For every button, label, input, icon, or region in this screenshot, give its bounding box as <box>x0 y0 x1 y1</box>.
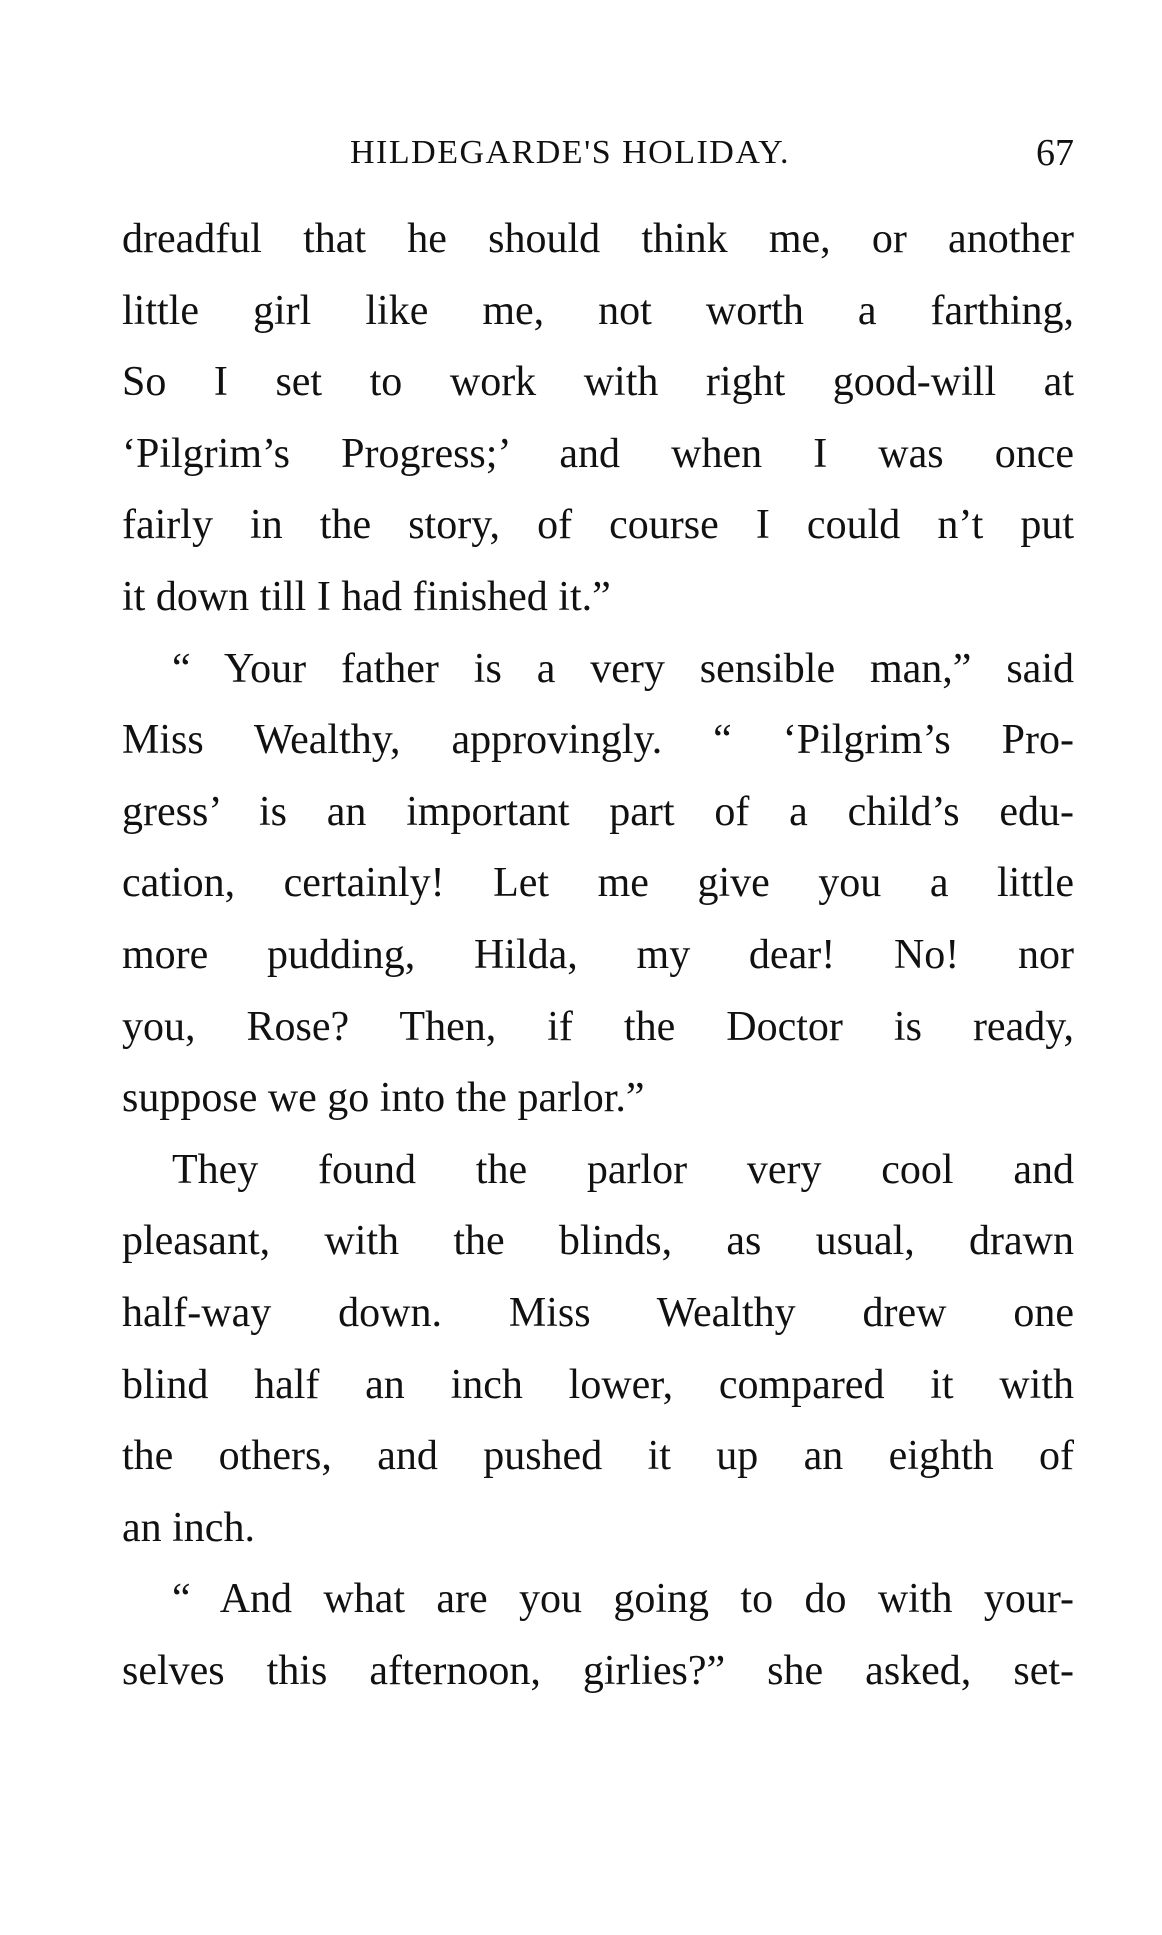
text-line: it down till I had finished it.” <box>122 573 611 620</box>
text-line: “ And what are you going to do with your- <box>172 1576 1074 1623</box>
paragraph <box>122 1135 1074 1565</box>
text-line: fairly in the story, of course I could n’t put <box>122 502 1074 549</box>
text-line: you, Rose? Then, if the Doctor is ready, <box>122 1003 1074 1050</box>
text-line: So I set to work with right good-will at <box>122 359 1074 406</box>
text-line: Miss Wealthy, approvingly. “ ‘Pilgrim’s Pro- <box>122 717 1074 764</box>
text-line: gress’ is an important part of a child’s edu- <box>122 788 1074 835</box>
text-line: ‘Pilgrim’s Progress;’ and when I was once <box>122 430 1074 477</box>
text-line: pleasant, with the blinds, as usual, drawn <box>122 1218 1074 1265</box>
text-line: the others, and pushed it up an eighth of <box>122 1433 1074 1480</box>
page-number: 67 <box>1036 132 1074 174</box>
running-title: HILDEGARDE'S HOLIDAY. <box>350 134 790 171</box>
text-line: cation, certainly! Let me give you a little <box>122 860 1074 907</box>
paragraph <box>122 634 1074 1135</box>
text-line: little girl like me, not worth a farthing, <box>122 287 1074 334</box>
text-line: They found the parlor very cool and <box>172 1146 1074 1193</box>
text-line: dreadful that he should think me, or another <box>122 216 1074 262</box>
text-line: an inch. <box>122 1504 255 1551</box>
paragraph <box>122 204 1074 634</box>
text-line: blind half an inch lower, compared it with <box>122 1361 1074 1408</box>
page-header <box>122 128 1074 178</box>
text-line: half-way down. Miss Wealthy drew one <box>122 1289 1074 1336</box>
text-line: suppose we go into the parlor.” <box>122 1075 645 1122</box>
text-line: “ Your father is a very sensible man,” said <box>172 645 1074 692</box>
paragraph <box>122 1564 1074 1707</box>
text-line: more pudding, Hilda, my dear! No! nor <box>122 931 1074 978</box>
body-text <box>122 204 1074 1707</box>
text-line: selves this afternoon, girlies?” she asked, set- <box>122 1647 1074 1694</box>
